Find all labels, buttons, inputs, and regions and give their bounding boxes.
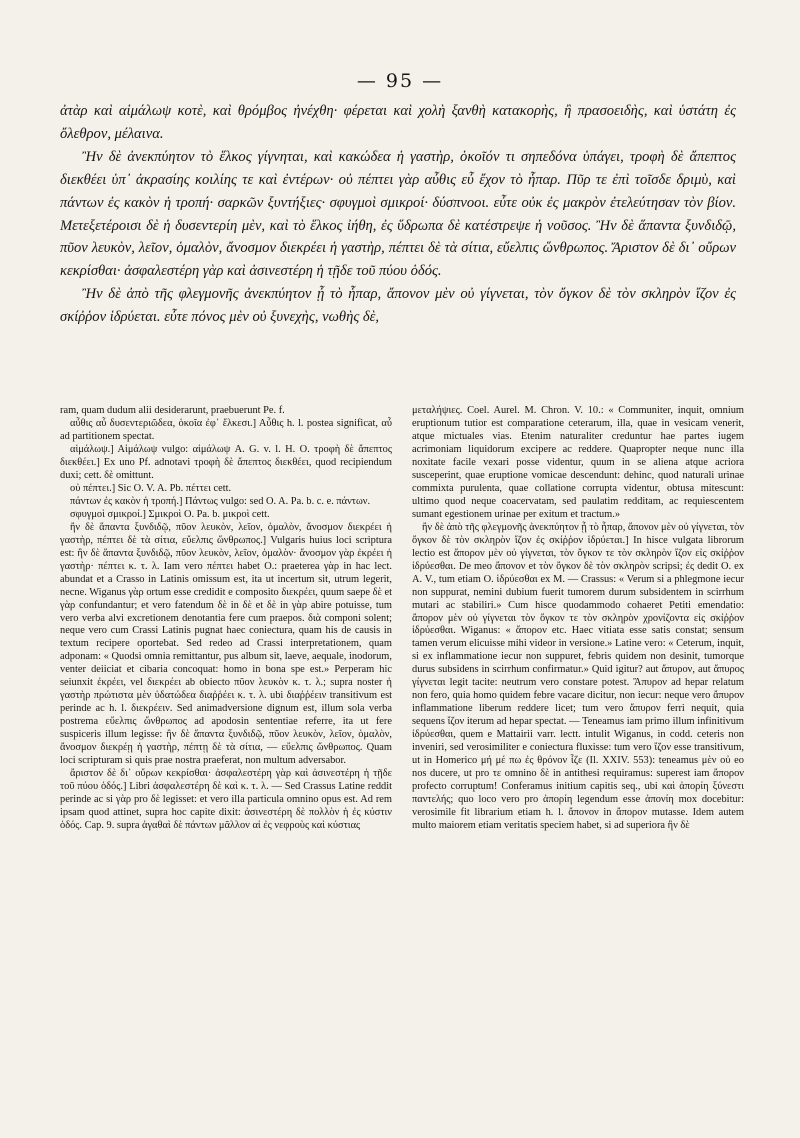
footnote: σφυγμοὶ σμικροί.] Σμικροὶ O. Pa. b. μικροὶ cett. <box>70 508 270 520</box>
main-paragraph: Ἢν δὲ ἀνεκπύητον τὸ ἕλκος γίγνηται, καὶ κακώδεα ἡ γαστὴρ, ὁκοῖόν τι σηπεδόνα ὑπάγει, τροφὴ δὲ ἄπεπτος διεκθέει ὑπ᾽ ἀκρασίης κοιλίης τε καὶ ἐντέρων· οὐ πέπτει γὰρ αὖθις εὖ ἔχον τὸ ἧπαρ. Πῦρ τε ἐπὶ τοῖσδε δριμὺ, καὶ πάντων ἐς κακὸν ἡ τροπή· σαρκῶν ξυντήξιες· σφυγμοὶ σμικροί· δύσπνοοι. εὖτε οὐκ ἐς μακρὸν ἐτελεύτησαν τὸν βίον. Μετεξετέροισι δὲ ἡ δυσεντερίη μὲν, καὶ τὸ ἕλκος ἰήθη, ἐς ὕδρωπα δὲ κατέστρεψε ἡ νοῦσος. Ἢν δὲ ἅπαντα ξυνδιδῷ, πῦον λευκὸν, λεῖον, ὁμαλὸν, ἄνοσμον διεκρέει ἡ γαστὴρ, πέπτει δὲ τὰ σίτια, εὔελπις ὥνθρωπος. Ἄριστον δὲ δι᾽ οὔρων κεκρίσθαι· ἀσφαλεστέρη γὰρ καὶ ἀσινεστέρη ἡ τῇδε τοῦ πύου ὁδός. <box>60 148 736 280</box>
main-paragraph: Ἢν δὲ ἀπὸ τῆς φλεγμονῆς ἀνεκπύητον ᾖ τὸ ἧπαρ, ἄπονον μὲν οὐ γίγνεται, τὸν ὄγκον δὲ τὸν σκληρὸν ἴζον ἐς σκίῤῥον ἱδρύεται. εὖτε πόνος μὲν οὐ ξυνεχὴς, νωθὴς δὲ, <box>60 286 736 326</box>
footnotes-left-column <box>60 405 392 833</box>
page-number: — 95 — <box>356 70 444 92</box>
footnote: μεταλήψιες. Coel. Aurel. M. Chron. V. 10.: « Communiter, inquit, omnium eruptionum tutior est comparatione ceterarum, illa, quae in vesicam venerit, atque mictuales vias. Etenim naturaliter creduntur hae partes iugem acrimoniam liquidorum excipere ac reddere. Quapropter neque nunc illa noxitate facile vexari posse videntur, quum in se aliena atque acriora susceperint, quae eruptione vomicae descendunt: dehinc, quod naturali urinae commixta purulenta, quae collatione corrupta videntur, obtusa mitescunt: ultimo quod neque coacervatam, sed paulatim redditam, ac requiescentem sumant egestionem urinae per exitum et tractum.» <box>412 405 744 520</box>
footnote: πάντων ἐς κακὸν ἡ τροπή.] Πάντως vulgo: sed O. A. Pa. b. c. e. πάντων. <box>70 495 371 507</box>
main-paragraph: ἀτὰρ καὶ αἱμάλωψ κοτὲ, καὶ θρόμβος ἠνέχθη· φέρεται καὶ χολὴ ξανθὴ κατακορὴς, ἢ πρασοειδὴς, καὶ ὑστάτη ἐς ὄλεθρον, μέλαινα. <box>60 103 736 142</box>
footnote: ἢν δὲ ἅπαντα ξυνδιδῷ, πῦον λευκὸν, λεῖον, ὁμαλὸν, ἄνοσμον διεκρέει ἡ γαστὴρ, πέπτει δὲ τὰ σίτια, εὔελπις ὥνθρωπος.] Vulgaris huius loci scriptura est: ἢν δὲ ἅπαντα ξυνδιδῷ, πῦον λευκὸν, λεῖον, ὁμαλὸν· ἄνοσμον γὰρ ἐκρέει ἡ γαστὴρ· πέπτει κ. τ. λ. Iam vero πέπτει habet O.: praeterea γὰρ in hac lect. abundat et a Crasso in Latinis omissum est, ita ut incertum sit, utrum legerit, necne. Wiganus γὰρ ortum esse credidit e composito διεκρέει, quum saepe δὲ et γὰρ confundantur; et vero fatendum δὲ in δὲ et δὲ in γὰρ abire potuisse, tum vero verba alvi excretionem denotantia fere cum praepos. διὰ componi solent; neque vero cum Crassi Latinis pugnat haec coniectura, quam his de causis in textum recipere oportebat. Sed redeo ad Crassi interpretationem, quam adponam: « Quodsi omnia remittantur, pus album sit, laeve, aequale, inodorum, venter deiiciat et cibaria concoquat: homo in bona spe est.» Perperam hic seiunxit ἐκρέει, vel διεκρέει ab obiecto πῦον λευκὸν κ. τ. λ.; supra noster ἡ γαστὴρ πρώτιστα μὲν ὑδατώδεα διαῤῥέει κ. τ. λ. ubi διαῤῥέειν transitivum est perinde ac h. l. διεκρέειν. Sed animadversione dignum est, illum sola verba postrema εὔελπις ὥνθρωπος ad apodosin sententiae referre, ita ut fere suspiceris illum legisse: ἢν δὲ ἅπαντα ξυνδιδῷ, πῦον λευκὸν, λεῖον, ὁμαλὸν, ἄνοσμον διεκρέῃ ἡ γαστὴρ, πέπτῃ δὲ τὰ σίτια, — εὔελπις ὥνθρωπος. Quam loci scripturam si quis prae nostra praeferat, non multum adversabor. <box>60 521 392 767</box>
footnote: αὖθις αὖ δυσεντεριῶδεα, ὁκοῖα ἐφ᾽ ἕλκεσι.] Αὖθις h. l. postea significat, αὖ ad partitionem spectat. <box>60 417 392 442</box>
footnotes <box>60 405 744 833</box>
footnote: ram, quam dudum alii desiderarunt, praebuerunt Pe. f. <box>60 405 285 416</box>
footnote: οὐ πέπτει.] Sic O. V. A. Pb. πέττει cett. <box>70 482 232 494</box>
footnotes-right-column <box>412 405 744 833</box>
footnote: ἄριστον δὲ δι᾽ οὔρων κεκρίσθαι· ἀσφαλεστέρη γὰρ καὶ ἀσινεστέρη ἡ τῇδε τοῦ πύου ὁδός.] Libri ἀσφαλεστέρη δὲ καὶ κ. τ. λ. — Sed Crassus Latine reddit perinde ac si γὰρ pro δὲ legisset: et vero illa particula omnino opus est. Ad rem ipsam quod attinet, supra hoc capite dixit: ἀσινεστέρη δὲ πολλὸν ἡ ἐς κύστιν ὁδός. Cap. 9. supra ἀγαθαὶ δὲ πάντων μᾶλλον αἱ ἐς νεφροὺς καὶ κύστιας <box>60 768 392 831</box>
footnote: αἱμάλωψ.] Αἱμάλωψ vulgo: αἱμάλωψ A. G. v. l. H. O. τροφὴ δὲ ἄπεπτος διεκθέει.] Ex uno Pf. adnotavi τροφὴ δὲ ἄπεπτος διεκθέει, quod recipiendum duxi; cett. δὲ omittunt. <box>60 443 392 481</box>
main-text <box>60 100 736 329</box>
footnote: ἢν δὲ ἀπὸ τῆς φλεγμονῆς ἀνεκπύητον ᾖ τὸ ἧπαρ, ἄπονον μὲν οὐ γίγνεται, τὸν ὄγκον δὲ τὸν σκληρὸν ἴζον ἐς σκίῤῥον ἱδρύεται.] In hisce vulgata librorum lectio est ἄπορον μὲν οὐ γίγνεται, τὸν ὄγκον τε τὸν σκληρὸν ἴζον εἰς σκίῤῥον ἱδρύεσθαι. De meo ἄπονον et τὸν ὄγκον δὲ τὸν σκληρὸν scripsi; ἐς dedit O. ex A. V., tum etiam O. ἱδρύεσθαι ex M. — Crassus: « Verum si a phlegmone iecur non suppurat, nemini dubium fuerit tumorem durum subsidentem in scirrhum mutari ac stabiliri.» Cum hisce quodammodo cohaeret Petiti emendatio: ἄπορον μὲν οὐ γίγνεται τὸν ὄγκον τε τὸν σκληρὸν χρονίζοντα εἰς σκίῤῥον ἱδρύεσθαι. Wiganus: « ἄπορον etc. Haec vitiata esse satis constat; sensum tamen verum elicuisse mihi videor in versione.» Latine vero: « Ceterum, inquit, si ex inflammatione iecur non suppuret, febris quidem non desinit, tumorque durus subsidens in scirrhum confirmatur.» Quid igitur? aut ἄπυρον, aut ἄπυρος γίγνεται legit tacite: neutrum vero constare potest. Ἄπυρον ad hepar relatum non fero, quia homo quidem febre vacare dicitur, non iecur: neque vero ἄπυρον inflammatione liberum reddere licet; tum vero ἄπυρον ferri nequit, quia sequens ἴζον iterum ad hepar spectat. — Teneamus iam primo illum infinitivum ἱδρύεσθαι, quem e Mattairii varr. lectt. intulit Wiganus, in codd. ceteris non inveniri, sed verosimiliter e coniectura fluxisse: tum vero ἴζον esse transitivum, ut in Homerico μή μέ πω ἐς θρόνον ἷζε (Il. XXIV. 553): teneamus μὲν οὐ eo nos ducere, ut pro τε omnino δὲ in antithesi requiramus: superest iam ἄπορον profecto corruptum! Conferamus initium capitis seq., ubi καὶ ἀπορίη ξύνεστι παντελής; quo loco vero pro ἀπορίη legendum esse ἀπονίη mox docebitur: verosimile fit librarium etiam h. l. ἄπονον in ἄπορον mutasse. Idem autem multo maiorem etiam veritatis speciem habet, si ad superiora ἢν δὲ <box>412 521 744 831</box>
